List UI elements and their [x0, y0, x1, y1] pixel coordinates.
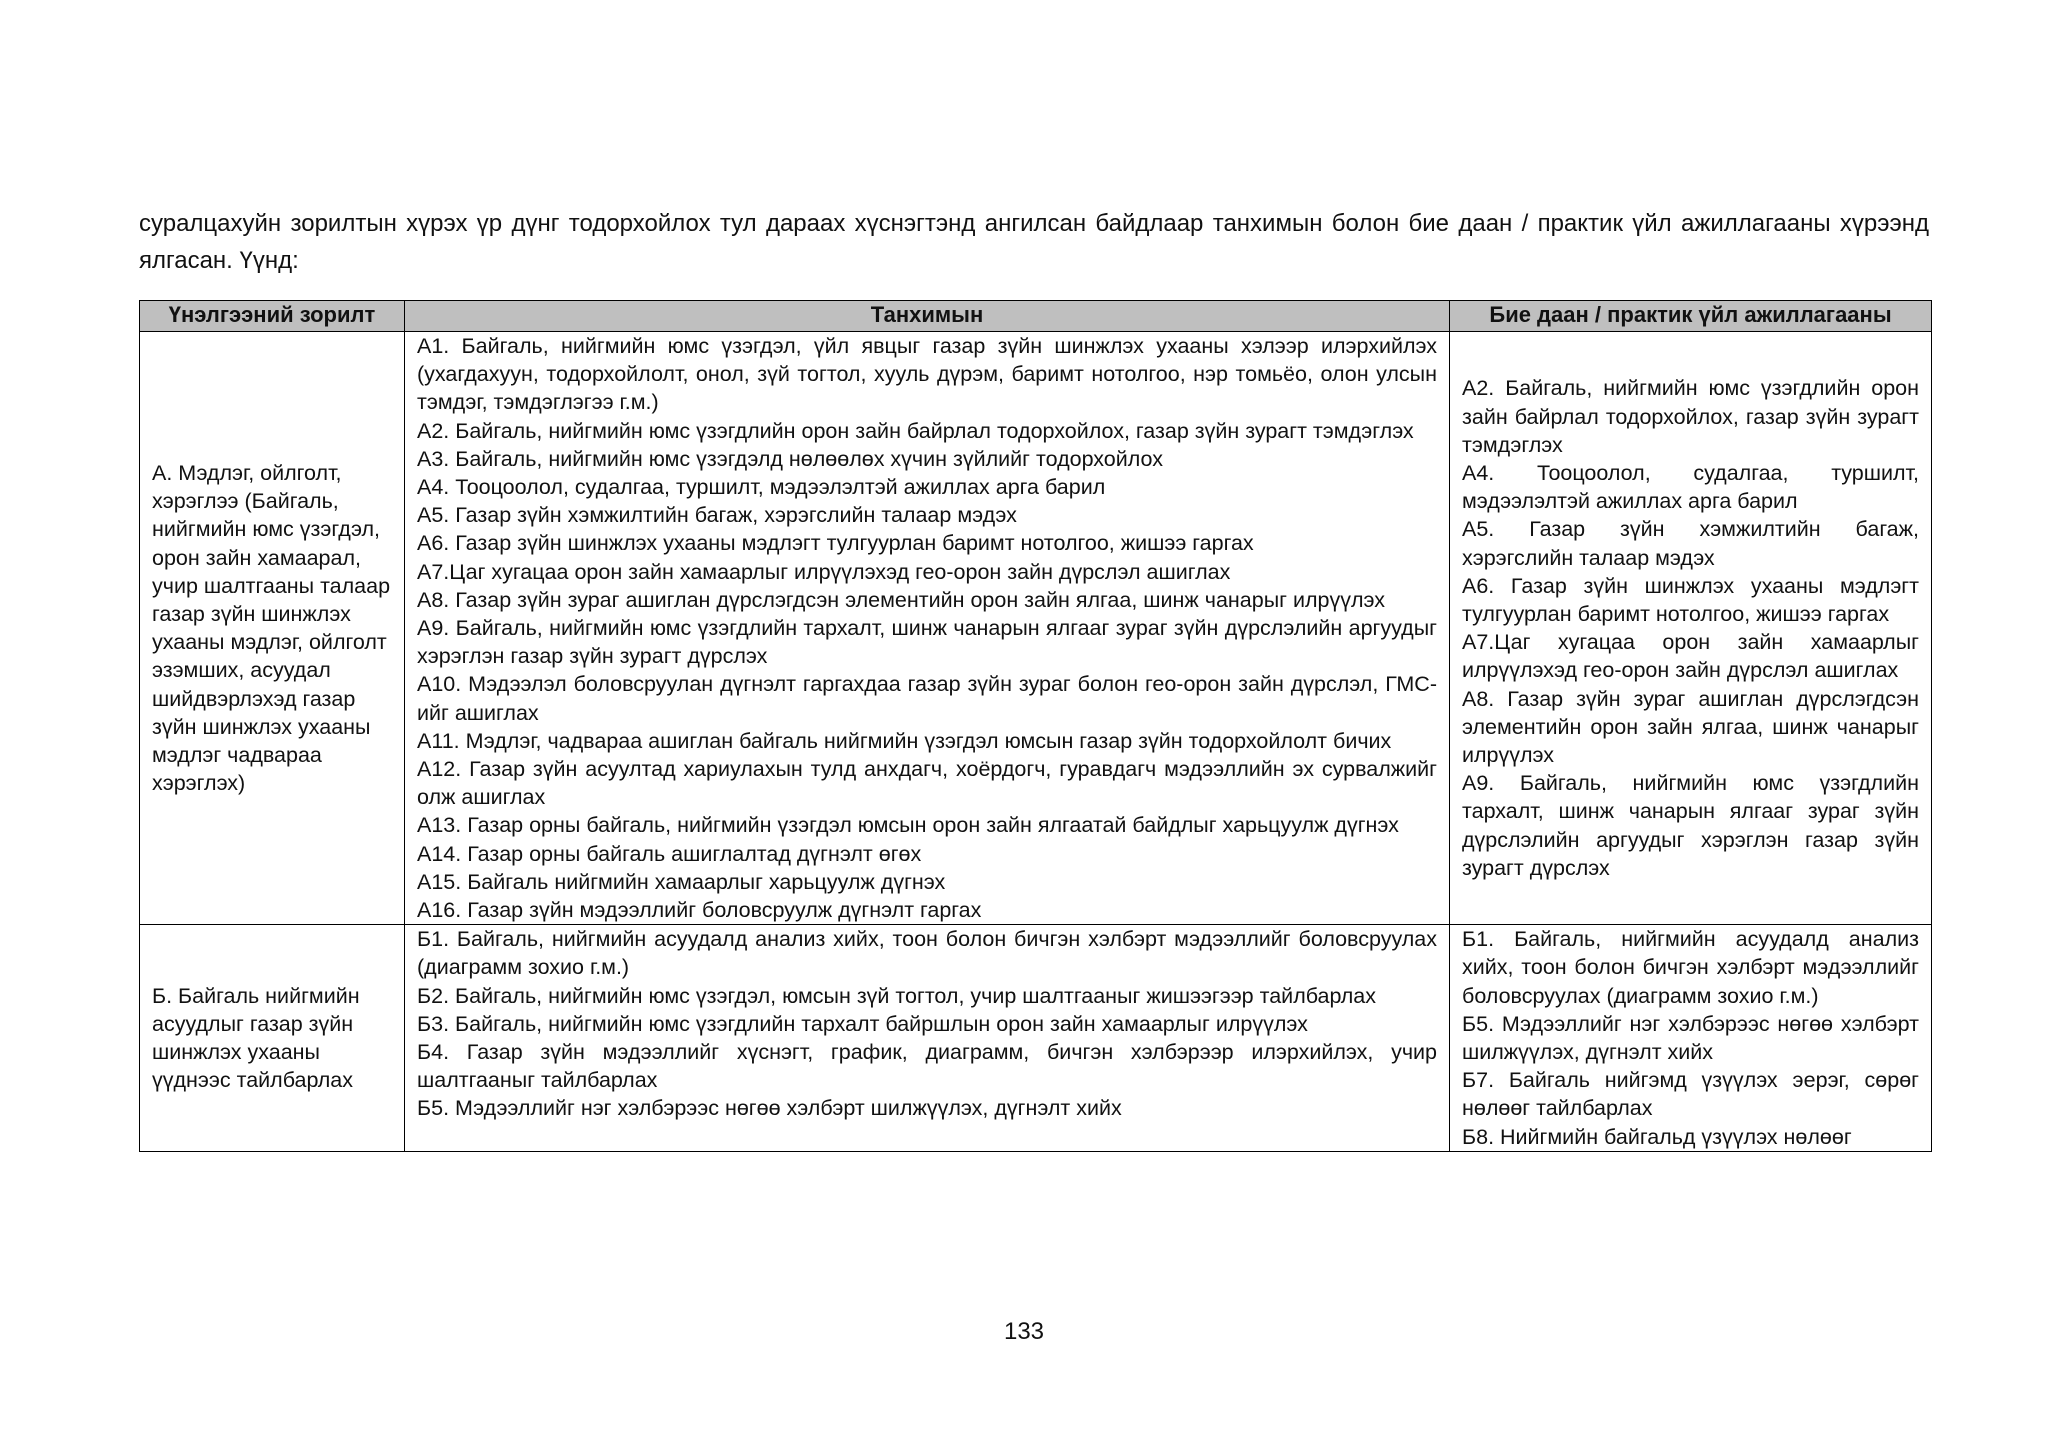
intro-text: [139, 205, 1929, 279]
classroom-item: А15. Байгаль нийгмийн хамаарлыг харьцуулж дүгнэх: [417, 869, 946, 894]
self-practice-item: А2. Байгаль, нийгмийн юмс үзэгдлийн орон зайн байрлал тодорхойлох, газар зүйн зурагт тэмдэглэх: [1462, 376, 1919, 457]
classroom-cell-a: [405, 332, 1450, 925]
classroom-item: А12. Газар зүйн асуултад хариулахын тулд анхдагч, хоёрдогч, гуравдагч мэдээллийн эх сурвалжийг олж ашиглах: [417, 757, 1437, 810]
self-practice-item: А5. Газар зүйн хэмжилтийн багаж, хэрэгслийн талаар мэдэх: [1462, 517, 1919, 570]
self-practice-item: Б5. Мэдээллийг нэг хэлбэрээс нөгөө хэлбэрт шилжүүлэх, дүгнэлт хийх: [1462, 1011, 1919, 1065]
classroom-item: Б3. Байгаль, нийгмийн юмс үзэгдлийн тархалт байршлын орон зайн хамаарлыг илрүүлэх: [417, 1011, 1308, 1036]
header-assessment-goal: Үнэлгээний зорилт: [140, 301, 405, 332]
classroom-item: А2. Байгаль, нийгмийн юмс үзэгдлийн орон зайн байрлал тодорхойлох, газар зүйн зурагт тэмдэглэх: [417, 418, 1414, 443]
classroom-item: А6. Газар зүйн шинжлэх ухааны мэдлэгт тулгуурлан баримт нотолгоо, жишээ гаргах: [417, 531, 1254, 556]
self-practice-item: А8. Газар зүйн зураг ашиглан дүрслэгдсэн элементийн орон зайн ялгаа, шинж чанарыг илрүүлэх: [1462, 686, 1919, 767]
classroom-item: А11. Мэдлэг, чадвараа ашиглан байгаль нийгмийн үзэгдэл юмсын газар зүйн тодорхойлолт бичих: [417, 728, 1392, 753]
header-self-practice: Бие даан / практик үйл ажиллагааны: [1450, 301, 1932, 332]
self-practice-item: Б7. Байгаль нийгэмд үзүүлэх эерэг, сөрөг нөлөөг тайлбарлах: [1462, 1068, 1919, 1121]
intro-paragraph: [139, 205, 1929, 279]
classroom-item: Б5. Мэдээллийг нэг хэлбэрээс нөгөө хэлбэрт шилжүүлэх, дүгнэлт хийх: [417, 1096, 1122, 1121]
self-practice-cell-a: [1450, 332, 1932, 925]
aim-cell-b: Б. Байгаль нийгмийн асуудлыг газар зүйн шинжлэх ухааны үүднээс тайлбарлах: [140, 925, 405, 1152]
classroom-item: А8. Газар зүйн зураг ашиглан дүрслэгдсэн элементийн орон зайн ялгаа, шинж чанарыг илрүүлэх: [417, 587, 1386, 612]
classroom-item: А10. Мэдээлэл боловсруулан дүгнэлт гаргахдаа газар зүйн зураг болон гео-орон зайн дүрслэл, ГМС-ийг ашиглах: [417, 672, 1437, 725]
self-practice-item: А6. Газар зүйн шинжлэх ухааны мэдлэгт тулгуурлан баримт нотолгоо, жишээ гаргах: [1462, 573, 1919, 626]
classroom-item: А9. Байгаль, нийгмийн юмс үзэгдлийн тархалт, шинж чанарын ялгааг зураг зүйн дүрслэлийн аргуудыг хэрэглэн газар зүйн зурагт дүрслэх: [417, 616, 1437, 669]
self-practice-item: Б1. Байгаль, нийгмийн асуудалд анализ хийх, тоон болон бичгэн хэлбэрт мэдээллийг боловсруулах (диаграмм зохио г.м.): [1462, 927, 1919, 1008]
classroom-item: А7.Цаг хугацаа орон зайн хамаарлыг илрүүлэхэд гео-орон зайн дүрслэл ашиглах: [417, 559, 1231, 584]
aim-cell-a: А. Мэдлэг, ойлголт, хэрэглээ (Байгаль, нийгмийн юмс үзэгдэл, орон зайн хамаарал, учир шалтгааны талаар газар зүйн шинжлэх ухааны мэдлэг, ойлголт эзэмших, асуудал шийдвэрлэхэд газар зүйн шинжлэх ухааны мэдлэг чадвараа хэрэглэх): [140, 332, 405, 925]
classroom-item: А16. Газар зүйн мэдээллийг боловсруулж дүгнэлт гаргах: [417, 898, 982, 923]
classroom-item: А1. Байгаль, нийгмийн юмс үзэгдэл, үйл явцыг газар зүйн шинжлэх ухааны хэлээр илэрхийлэх (ухагдахуун, тодорхойлолт, онол, зүй тогтол, хууль дүрэм, баримт нотолгоо, нэр томьёо, олон улсын тэмдэг, тэмдэглэгээ г.м.): [417, 334, 1437, 415]
classroom-item: А5. Газар зүйн хэмжилтийн багаж, хэрэгслийн талаар мэдэх: [417, 503, 1017, 528]
table-row: [140, 925, 1932, 1152]
intro-line-1: суралцахуйн зорилтын хүрэх үр дүнг тодорхойлох тул дараах хүснэгтэнд ангилсан байдлаар танхимын болон бие даан / практик үйл ажиллагааны хүрээнд ялгасан.: [139, 210, 1929, 274]
classroom-item: Б4. Газар зүйн мэдээллийг хүснэгт, график, диаграмм, бичгэн хэлбэрээр илэрхийлэх, учир шалтгааныг тайлбарлах: [417, 1040, 1437, 1093]
classroom-item: Б1. Байгаль, нийгмийн асуудалд анализ хийх, тоон болон бичгэн хэлбэрт мэдээллийг боловсруулах (диаграмм зохио г.м.): [417, 927, 1437, 980]
self-practice-item: А4. Тооцоолол, судалгаа, туршилт, мэдээлэлтэй ажиллах арга барил: [1462, 460, 1919, 514]
page-number: 133: [1003, 1318, 1045, 1345]
self-practice-item: А7.Цаг хугацаа орон зайн хамаарлыг илрүүлэхэд гео-орон зайн дүрслэл ашиглах: [1462, 630, 1919, 683]
classroom-item: А14. Газар орны байгаль ашиглалтад дүгнэлт өгөх: [417, 841, 922, 866]
assessment-goals-table: [139, 300, 1932, 1152]
classroom-cell-b: [405, 925, 1450, 1152]
intro-line-2: Үүнд:: [239, 247, 299, 274]
self-practice-item: Б8. Нийгмийн байгальд үзүүлэх нөлөөг: [1462, 1124, 1852, 1149]
table-header-row: [140, 301, 1932, 332]
header-classroom: Танхимын: [405, 301, 1450, 332]
table-row: [140, 332, 1932, 925]
classroom-item: А13. Газар орны байгаль, нийгмийн үзэгдэл юмсын орон зайн ялгаатай байдлыг харьцуулж дүгнэх: [417, 813, 1399, 838]
classroom-item: А4. Тооцоолол, судалгаа, туршилт, мэдээлэлтэй ажиллах арга барил: [417, 475, 1106, 500]
classroom-item: Б2. Байгаль, нийгмийн юмс үзэгдэл, юмсын зүй тогтол, учир шалтгааныг жишээгээр тайлбарлах: [417, 983, 1376, 1008]
classroom-item: А3. Байгаль, нийгмийн юмс үзэгдэлд нөлөөлөх хүчин зүйлийг тодорхойлох: [417, 446, 1164, 471]
self-practice-item: А9. Байгаль, нийгмийн юмс үзэгдлийн тархалт, шинж чанарын ялгааг зураг зүйн дүрслэлийн аргуудыг хэрэглэн газар зүйн зурагт дүрслэх: [1462, 771, 1919, 880]
self-practice-cell-b: [1450, 925, 1932, 1152]
